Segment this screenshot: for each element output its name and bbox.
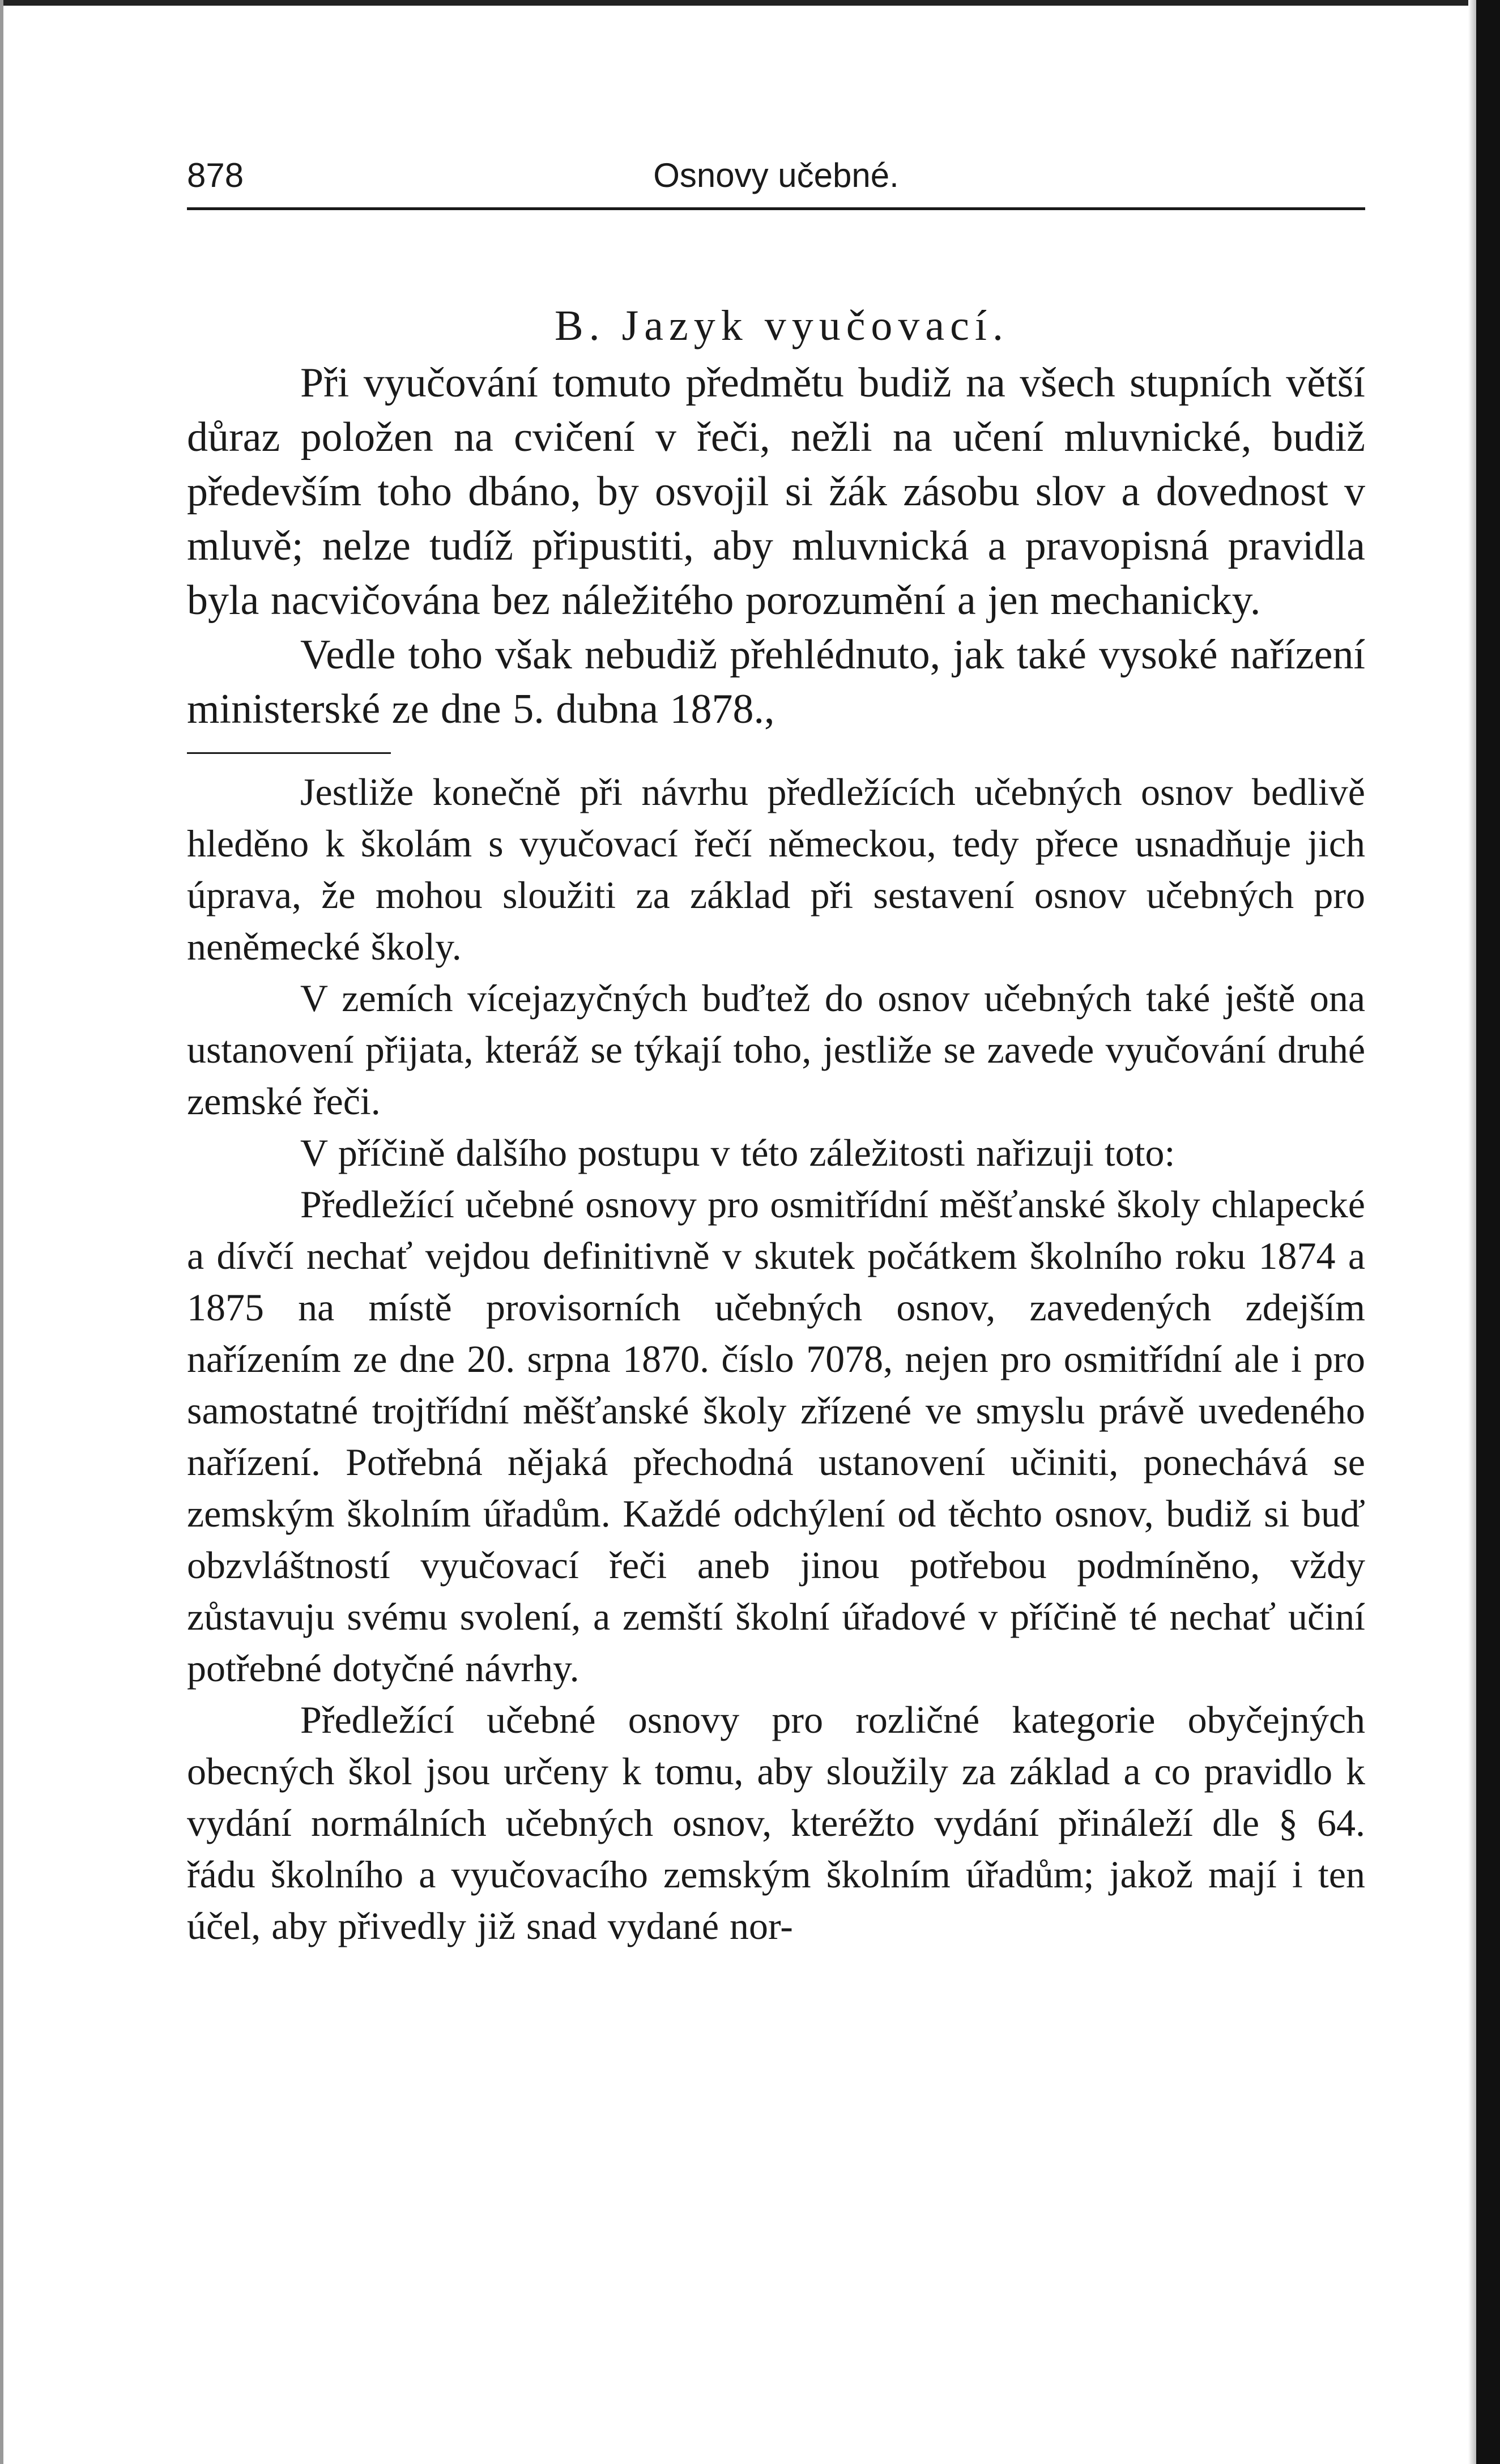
scan-edge-top [0, 0, 1500, 6]
book-page [187, 153, 1365, 1952]
page-header [187, 153, 1365, 204]
header-rule [187, 207, 1365, 210]
paragraph: Předležící učebné osnovy pro rozličné kategorie obyčejných obecných škol jsou určeny k tomu, aby sloužily za základ a co pravidlo k vydání normálních učebných osnov, kteréžto vydání přináleží dle § 64. řádu školního a vyučovacího zemským školním úřadům; jakož mají i ten účel, aby přivedly již snad vydané nor- [187, 1698, 1365, 1947]
paragraph: Při vyučování tomuto předmětu budiž na všech stupních větší důraz položen na cvičení v řeči, nežli na učení mluvnické, budiž především toho dbáno, by osvojil si žák zásobu slov a dovednost v mluvě; nelze tudíž připustiti, aby mluvnická a pravopisná pravidla byla nacvičována bez náležitého porozumění a jen mechanicky. [187, 360, 1365, 624]
page-number: 878 [187, 156, 244, 194]
scan-edge-left [0, 0, 3, 2464]
section-heading: B. Jazyk vyučovací. [554, 302, 1009, 349]
paragraph: Vedle toho však nebudiž přehlédnuto, jak také vysoké nařízení ministerské ze dne 5. dubna 1878., [187, 632, 1365, 732]
running-title: Osnovy učebné. [653, 156, 899, 194]
paragraph: V příčině dalšího postupu v této záležitosti nařizuji toto: [300, 1131, 1175, 1174]
paragraph: V zemích vícejazyčných buďtež do osnov učebných také ještě ona ustanovení přijata, kteráž se týkají toho, jestliže se zavede vyučování druhé zemské řeči. [187, 977, 1365, 1123]
paragraph: Předležící učebné osnovy pro osmitřídní měšťanské školy chlapecké a dívčí nechať vejdou definitivně v skutek počátkem školního roku 1874 a 1875 na místě provisorních učebných osnov, zavedených zdejším nařízením ze dne 20. srpna 1870. číslo 7078, nejen pro osmitřídní ale i pro samostatné trojtřídní měšťanské školy zřízené ve smyslu právě uvedeného nařízení. Potřebná nějaká přechodná ustanovení učiniti, ponechává se zemským školním úřadům. Každé odchýlení od těchto osnov, budiž si buď obzvláštností vyučovací řeči aneb jinou potřebou podmíněno, vždy zůstavuju svému svolení, a zemští školní úřadové v příčině té nechať učiní potřebné dotyčné návrhy. [187, 1183, 1365, 1690]
section-divider [187, 752, 391, 754]
scan-edge-shadow [1468, 0, 1476, 2464]
paragraph: Jestliže konečně při návrhu předležících učebných osnov bedlivě hleděno k školám s vyučovací řečí německou, tedy přece usnadňuje jich úprava, že mohou sloužiti za základ při sestavení osnov učebných pro neněmecké školy. [187, 770, 1365, 968]
scan-edge-right [1476, 0, 1500, 2464]
